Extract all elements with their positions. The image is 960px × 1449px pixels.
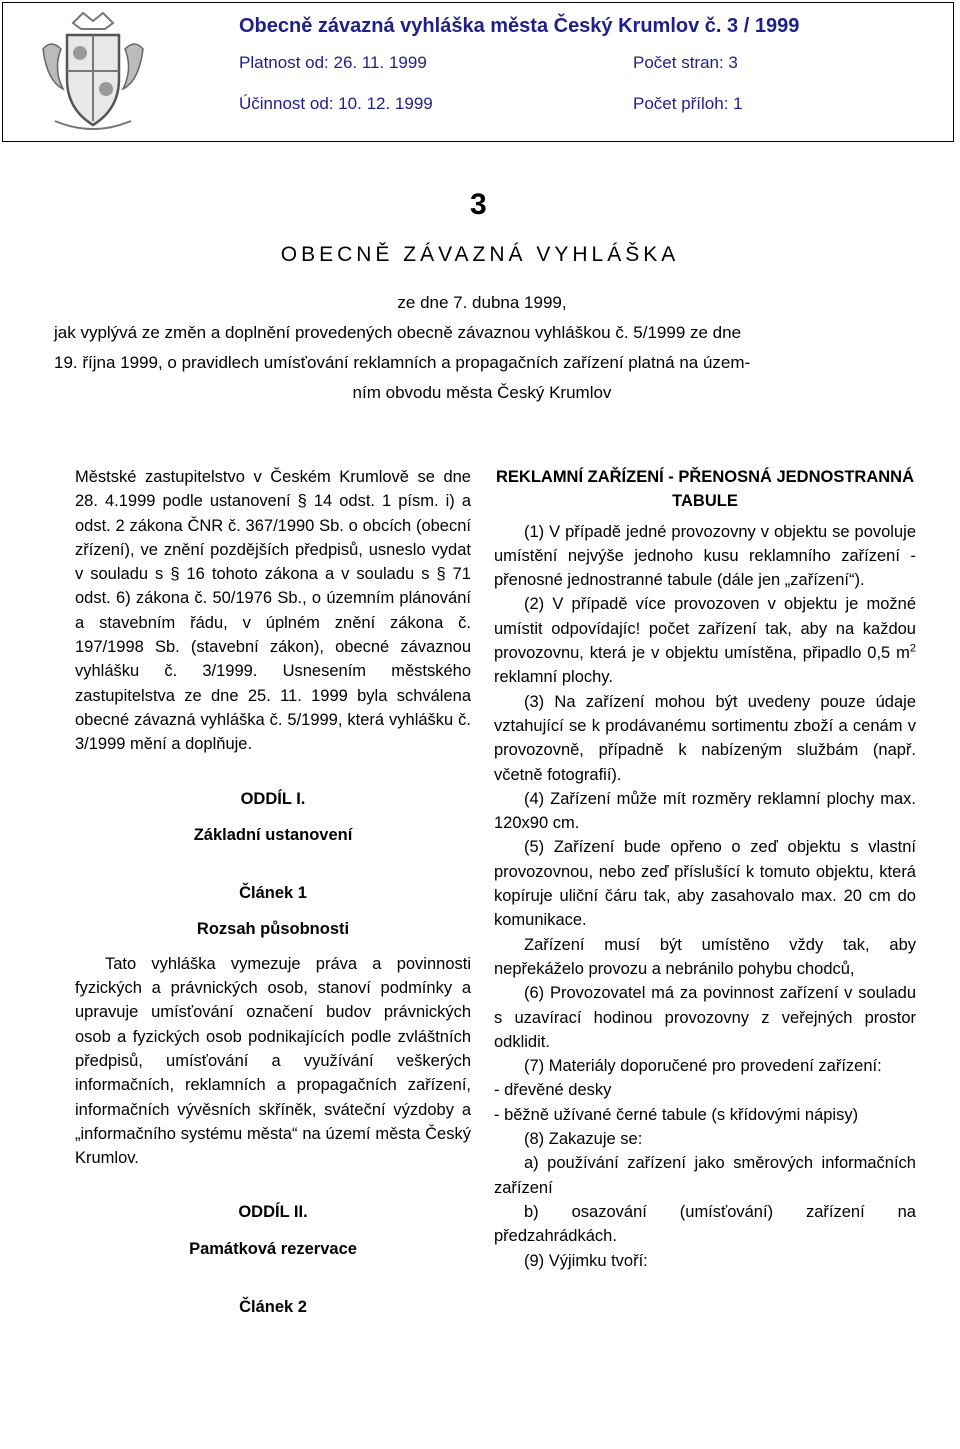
paragraph-8: (8) Zakazuje se: <box>524 1130 643 1149</box>
article-1-text: Tato vyhláška vymezuje práva a povinnosti fyzických a právnických osob, stanoví podmínky a upravuje umísťování označení budov právnických osob a fyzických osob podnikajících podle zvláštních předpisů, umísťování a využívání veškerých informačních, reklamních a propagačních zařízení, informačních vývěsních skříněk, sváteční výzdoby a „informačního systému města“ na území města Český Krumlov. <box>75 954 471 1168</box>
section-2-title: Památková rezervace <box>189 1239 357 1258</box>
list-item: - dřevěné desky <box>494 1081 612 1100</box>
paragraph-6: (6) Provozovatel má za povinnost zařízení v souladu s uzavírací hodinou provozovny z veřejných prostor odklidit. <box>494 984 916 1051</box>
intro-block <box>54 288 910 408</box>
section-1-title: Základní ustanovení <box>193 825 353 844</box>
date-line: ze dne 7. dubna 1999, <box>397 293 567 312</box>
right-heading: REKLAMNÍ ZAŘÍZENÍ - PŘENOSNÁ JEDNOSTRANNÁ TABULE <box>495 468 914 511</box>
list-item: b) osazování (umísťování) zařízení na předzahrádkách. <box>494 1202 916 1246</box>
intro-line: ním obvodu města Český Krumlov <box>352 383 612 402</box>
paragraph-7: (7) Materiály doporučené pro provedení zařízení: <box>524 1057 882 1076</box>
left-column <box>75 465 471 1319</box>
intro-line: jak vyplývá ze změn a doplnění provedených obecně závaznou vyhláškou č. 5/1999 ze dne <box>54 323 742 342</box>
coat-of-arms-logo <box>3 3 223 143</box>
preamble: Městské zastupitelstvo v Českém Krumlově se dne 28. 4.1999 podle ustanovení § 14 odst. 1 písm. i) a odst. 2 zákona ČNR č. 367/1990 Sb. o obcích (obecní zřízení), ve znění pozdějších předpisů, usneslo vydat v souladu s § 16 tohoto zákona a v souladu s § 71 odst. 6) zákona č. 50/1976 Sb., o územním plánování a stavebním řádu, v úplném znění zákona č. 197/1998 Sb. (stavební zákon), obecné závaznou vyhlášku č. 3/1999. Usnesením městského zastupitelstva ze dne 25. 11. 1999 byla schválena obecné závazná vyhláška č. 5/1999, která vyhlášku č. 3/1999 mění a doplňuje. <box>75 468 471 754</box>
paragraph-2 <box>494 592 916 689</box>
paragraph-2-text: (2) V případě více provozoven v objektu je možné umístit odpovídajíc! počet zařízení tak, aby na každou provozovnu, která je v objektu umístěna, připadlo 0,5 m <box>494 595 916 663</box>
article-1-heading: Článek 1 <box>239 884 307 903</box>
list-item: a) používání zařízení jako směrových informačních zařízení <box>494 1154 916 1197</box>
paragraph-2-end: reklamní plochy. <box>494 668 613 687</box>
effective-from: Účinnost od: 10. 12. 1999 <box>239 94 433 113</box>
document-type-title: OBECNĚ ZÁVAZNÁ VYHLÁŠKA <box>280 243 680 266</box>
valid-from: Platnost od: 26. 11. 1999 <box>239 53 427 72</box>
paragraph-5b: Zařízení musí být umístěno vždy tak, aby nepřekáželo provozu a nebránilo pohybu chodců, <box>494 935 916 978</box>
paragraph-5: (5) Zařízení bude opřeno o zeď objektu s vlastní provozovnou, nebo zeď příslušící k tomuto objektu, která kopíruje uliční čáru tak, aby zasahovalo max. 20 cm do komunikace. <box>494 838 916 930</box>
attachment-count: Počet příloh: 1 <box>633 94 743 113</box>
intro-line: 19. října 1999, o pravidlech umísťování reklamních a propagačních zařízení platná na územ- <box>54 353 751 372</box>
article-2-heading: Článek 2 <box>239 1298 307 1317</box>
page-count: Počet stran: 3 <box>633 53 738 72</box>
article-1-title: Rozsah působnosti <box>196 920 350 939</box>
header-title: Obecně závazná vyhláška města Český Krumlov č. 3 / 1999 <box>239 15 800 37</box>
section-2-heading: ODDÍL II. <box>238 1203 308 1222</box>
paragraph-9: (9) Výjimku tvoří: <box>524 1251 648 1270</box>
document-header <box>2 2 954 142</box>
paragraph-3: (3) Na zařízení mohou být uvedeny pouze údaje vztahující se k prodávanému sortimentu zboží a cenám v provozovně, případně k nabízeným službám (např. včetně fotografií). <box>494 692 916 784</box>
list-item: - běžně užívané černé tabule (s křídovými nápisy) <box>494 1105 859 1124</box>
paragraph-1: (1) V případě jedné provozovny v objektu se povoluje umístění nejvýše jednoho kusu reklamního zařízení - přenosné jednostranné tabule (dále jen „zařízení“). <box>494 522 916 590</box>
section-1-heading: ODDÍL I. <box>240 789 306 808</box>
coat-of-arms-icon <box>33 9 153 139</box>
regulation-number: 3 <box>470 188 487 221</box>
superscript: 2 <box>909 642 916 655</box>
paragraph-4: (4) Zařízení může mít rozměry reklamní plochy max. 120x90 cm. <box>494 789 916 833</box>
right-column <box>494 465 916 1273</box>
